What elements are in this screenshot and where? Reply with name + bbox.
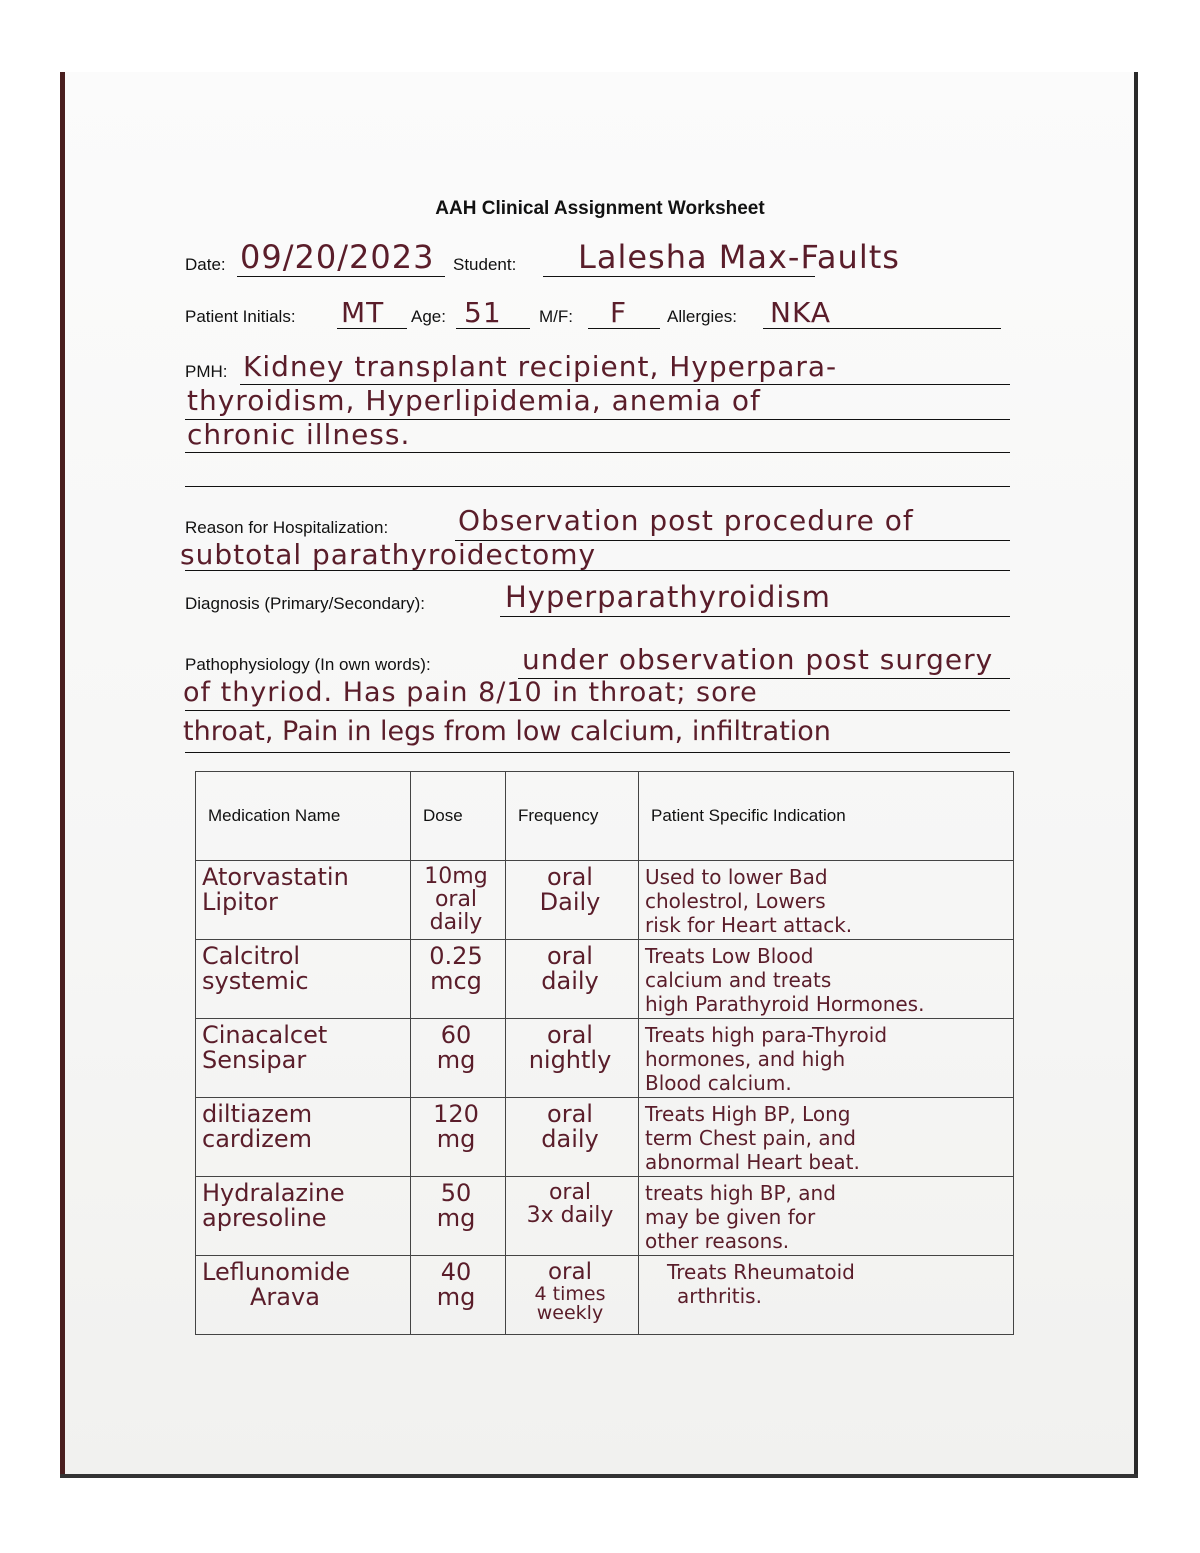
frequency-schedule: nightly: [528, 1046, 612, 1074]
indication-cell: [639, 1177, 1014, 1256]
frequency-cell: [506, 1098, 639, 1177]
frequency-schedule: daily: [541, 1125, 599, 1153]
dose-amount: 10mg: [424, 864, 488, 889]
dose-cell: [411, 1019, 506, 1098]
dose-amount: 40: [440, 1258, 472, 1286]
date-label: Date:: [185, 255, 226, 274]
worksheet-title: AAH Clinical Assignment Worksheet: [435, 198, 765, 219]
frequency-route: oral: [547, 863, 593, 891]
reason-value-line1: Observation post procedure of: [458, 504, 914, 537]
patho-value-line2: of thyriod. Has pain 8/10 in throat; sore: [183, 677, 758, 708]
indication-line: treats high BP, and: [645, 1181, 836, 1205]
frequency-route: oral: [548, 1180, 592, 1205]
dose-amount: 0.25: [429, 942, 483, 970]
medication-name: Atorvastatin: [202, 863, 349, 891]
indication-cell: [639, 861, 1014, 940]
patient-initials-value: MT: [341, 296, 385, 329]
age-value: 51: [464, 296, 502, 329]
dose-unit: mg: [436, 1283, 476, 1311]
frequency-schedule: 4 times weekly: [534, 1283, 606, 1324]
header-medication-name: Medication Name: [196, 772, 411, 861]
medication-name: Hydralazine: [202, 1179, 345, 1207]
dose-amount: 120: [433, 1100, 479, 1128]
sex-label: M/F:: [539, 307, 573, 326]
medication-brand: systemic: [202, 967, 309, 995]
table-row: [196, 1177, 1014, 1256]
dose-cell: [411, 1177, 506, 1256]
patho-underline-2: [185, 710, 1010, 711]
student-label: Student:: [453, 255, 517, 274]
dose-extra: daily: [429, 910, 483, 935]
indication-line: Treats Low Blood: [645, 944, 814, 968]
pmh-value-line2: thyroidism, Hyperlipidemia, anemia of: [187, 384, 761, 417]
dose-amount: 60: [440, 1021, 472, 1049]
reason-value-line2: subtotal parathyroidectomy: [180, 538, 597, 571]
frequency-route: oral: [547, 1021, 593, 1049]
indication-line: Treats High BP, Long: [645, 1102, 851, 1126]
medication-brand: Sensipar: [202, 1046, 307, 1074]
table-header-row: [196, 772, 1014, 861]
dose-amount: 50: [440, 1179, 472, 1207]
medication-name: Calcitrol: [202, 942, 301, 970]
diagnosis-value: Hyperparathyroidism: [505, 580, 831, 614]
header-frequency: Frequency: [506, 772, 639, 861]
indication-line: high Parathyroid Hormones.: [645, 992, 925, 1016]
pmh-value-line3: chronic illness.: [187, 418, 411, 451]
frequency-route: oral: [547, 1259, 592, 1285]
indication-line: calcium and treats: [645, 968, 832, 992]
table-row: [196, 1098, 1014, 1177]
indication-cell: [639, 1019, 1014, 1098]
frequency-cell: [506, 1256, 639, 1335]
frequency-cell: [506, 940, 639, 1019]
paper-edge-bottom: [60, 1474, 1138, 1478]
indication-cell: [639, 1098, 1014, 1177]
indication-cell: [639, 940, 1014, 1019]
frequency-cell: [506, 861, 639, 940]
medication-name-cell: [196, 861, 411, 940]
table-row: [196, 1019, 1014, 1098]
table-row: [196, 940, 1014, 1019]
indication-line: cholestrol, Lowers: [645, 889, 826, 913]
dose-cell: [411, 1098, 506, 1177]
indication-line: abnormal Heart beat.: [645, 1150, 860, 1174]
indication-line: may be given for: [645, 1205, 816, 1229]
indication-line: hormones, and high: [645, 1047, 846, 1071]
indication-line: Treats Rheumatoid: [667, 1260, 855, 1284]
allergies-value: NKA: [770, 296, 831, 329]
indication-line: arthritis.: [677, 1284, 762, 1308]
dose-unit: mcg: [430, 967, 482, 995]
medication-brand: Lipitor: [202, 888, 278, 916]
indication-line: Blood calcium.: [645, 1071, 792, 1095]
dose-cell: [411, 940, 506, 1019]
paper-edge-right: [1134, 72, 1138, 1477]
patho-value-line3: throat, Pain in legs from low calcium, infiltration: [183, 716, 831, 747]
pmh-underline-4: [185, 486, 1010, 487]
pmh-underline-3: [185, 452, 1010, 453]
medication-name: diltiazem: [202, 1100, 313, 1128]
medication-name-cell: [196, 1256, 411, 1335]
diagnosis-underline: [500, 616, 1010, 617]
medication-brand: apresoline: [202, 1204, 327, 1232]
indication-line: Used to lower Bad: [645, 865, 828, 889]
dose-unit: oral: [434, 887, 478, 912]
frequency-schedule: 3x daily: [526, 1203, 614, 1228]
header-indication: Patient Specific Indication: [639, 772, 1014, 861]
dose-unit: mg: [436, 1204, 476, 1232]
medication-name-cell: [196, 1098, 411, 1177]
diagnosis-label: Diagnosis (Primary/Secondary):: [185, 594, 425, 613]
dose-unit: mg: [436, 1046, 476, 1074]
medication-brand: cardizem: [202, 1125, 312, 1153]
pmh-value-line1: Kidney transplant recipient, Hyperpara-: [243, 350, 838, 383]
sex-value: F: [610, 296, 628, 329]
medication-name-cell: [196, 1177, 411, 1256]
date-underline: [237, 276, 445, 277]
patho-value-line1: under observation post surgery: [522, 643, 994, 676]
indication-line: other reasons.: [645, 1229, 790, 1253]
table-row: [196, 1256, 1014, 1335]
indication-cell: [639, 1256, 1014, 1335]
medication-brand: Arava: [250, 1283, 320, 1311]
frequency-cell: [506, 1019, 639, 1098]
header-dose: Dose: [411, 772, 506, 861]
dose-cell: [411, 1256, 506, 1335]
allergies-label: Allergies:: [667, 307, 737, 326]
frequency-schedule: daily: [541, 967, 599, 995]
dose-unit: mg: [436, 1125, 476, 1153]
patho-underline-3: [185, 752, 1010, 753]
frequency-cell: [506, 1177, 639, 1256]
frequency-route: oral: [547, 1100, 593, 1128]
pathophysiology-label: Pathophysiology (In own words):: [185, 655, 431, 674]
student-value: Lalesha Max-Faults: [578, 238, 900, 276]
age-label: Age:: [411, 307, 446, 326]
student-underline: [543, 276, 815, 277]
indication-line: Treats high para-Thyroid: [645, 1023, 888, 1047]
frequency-schedule: Daily: [539, 888, 601, 916]
pmh-label: PMH:: [185, 362, 228, 381]
medication-table: [195, 771, 1014, 1335]
medication-name: Cinacalcet: [202, 1021, 328, 1049]
reason-label: Reason for Hospitalization:: [185, 518, 389, 537]
table-row: [196, 861, 1014, 940]
dose-cell: [411, 861, 506, 940]
indication-line: term Chest pain, and: [645, 1126, 856, 1150]
indication-line: risk for Heart attack.: [645, 913, 853, 937]
medication-name-cell: [196, 940, 411, 1019]
frequency-route: oral: [547, 942, 593, 970]
patient-initials-label: Patient Initials:: [185, 307, 296, 326]
medication-name-cell: [196, 1019, 411, 1098]
date-value: 09/20/2023: [240, 238, 435, 276]
medication-name: Leflunomide: [202, 1258, 350, 1286]
